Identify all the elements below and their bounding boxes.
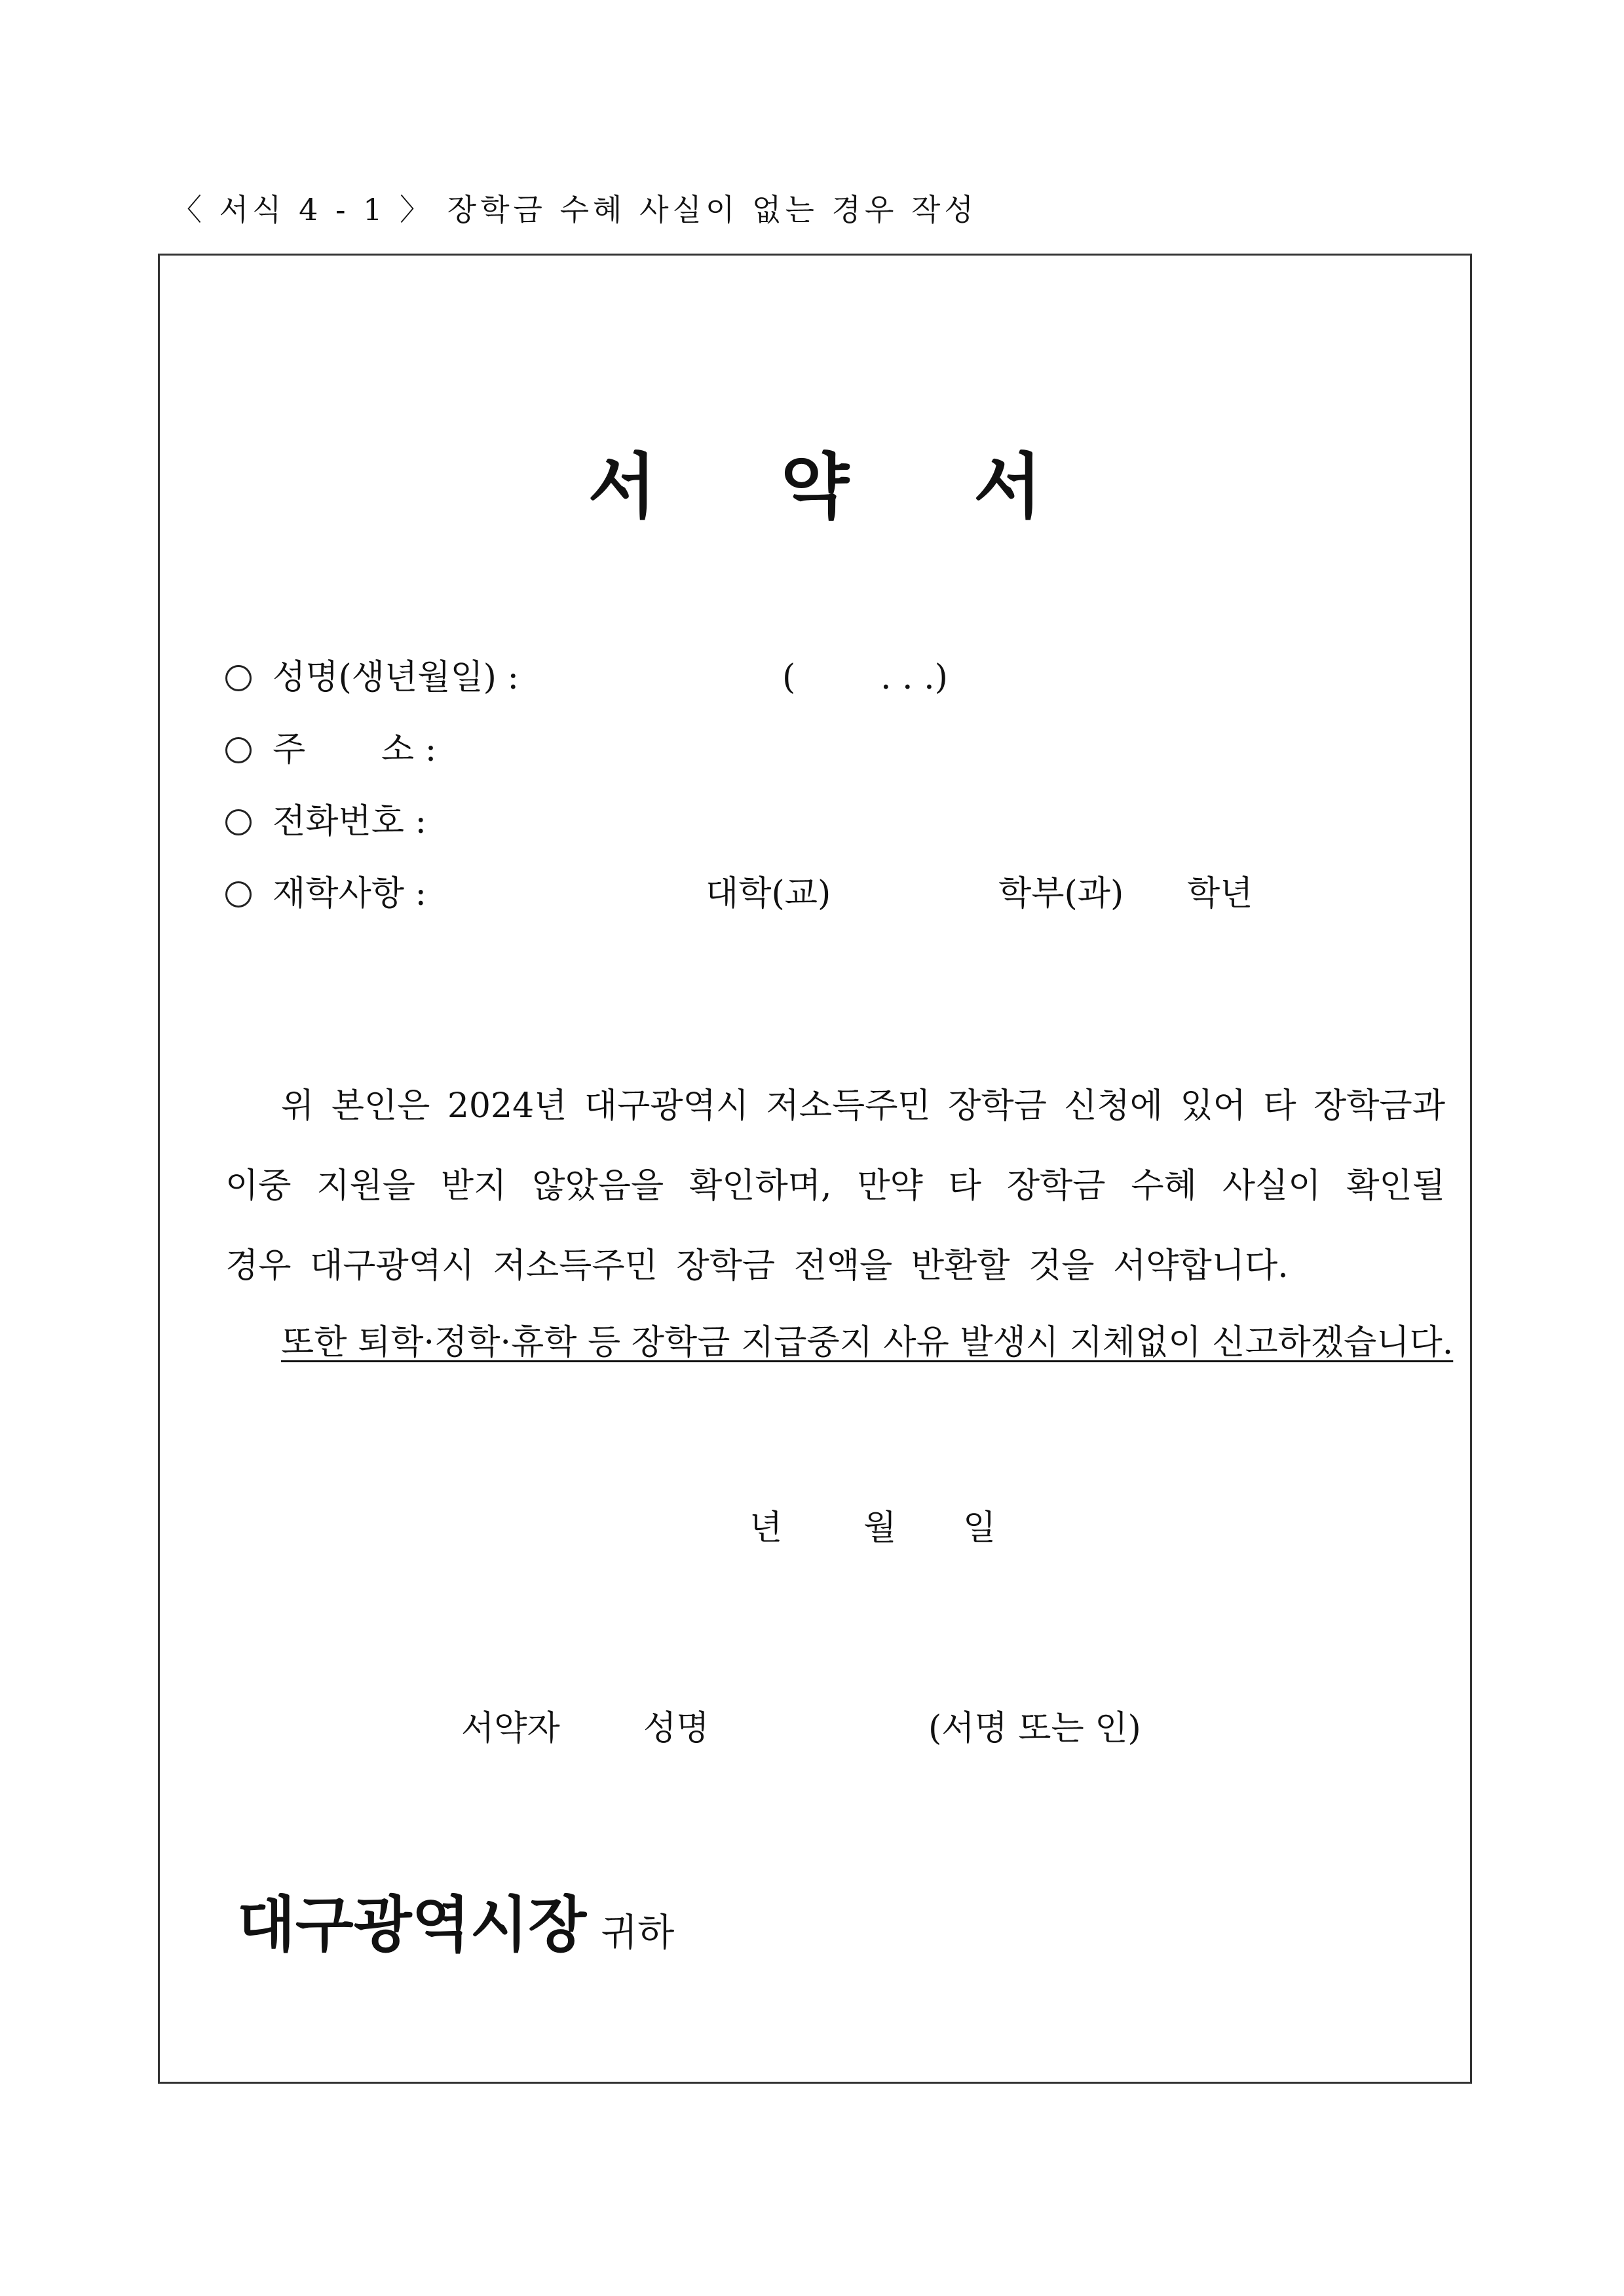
bullet-circle-icon: [225, 881, 252, 908]
birth-date-open: (: [782, 658, 796, 697]
field-address: [225, 730, 437, 769]
pledge-line-1: 위 본인은 2024년 대구광역시 저소득주민 장학금 신청에 있어 타 장학금과: [281, 1086, 1445, 1126]
recipient-name: 대구광역시장: [237, 1890, 587, 1960]
field-name-label: 성명(생년월일) :: [273, 658, 519, 697]
field-school: [225, 874, 426, 913]
date-year: 년: [749, 1508, 783, 1548]
signature-name-label: 성명: [643, 1709, 709, 1748]
title-char-2: 약: [780, 446, 850, 528]
recipient-suffix: 귀하: [601, 1910, 675, 1955]
date-month: 월: [863, 1508, 897, 1548]
field-school-label: 재학사항 :: [273, 874, 426, 913]
school-university: 대학(교): [706, 874, 831, 913]
field-phone-label: 전화번호 :: [273, 802, 426, 841]
birth-date-dots: . . .): [880, 658, 948, 697]
bullet-circle-icon: [225, 665, 252, 691]
school-department: 학부(과): [998, 874, 1124, 913]
signature-sign-note: (서명 또는 인): [928, 1709, 1141, 1748]
date-day: 일: [963, 1508, 996, 1548]
signature-pledger: 서약자: [461, 1709, 560, 1748]
field-name: [225, 660, 519, 695]
recipient: [237, 1890, 675, 1960]
document-title: [160, 430, 1470, 531]
bullet-circle-icon: [225, 737, 252, 763]
pledge-line-3: 경우 대구광역시 저소득주민 장학금 전액을 반환할 것을 서약합니다.: [225, 1246, 1289, 1286]
form-number-caption: 〈 서식 4 - 1 〉 장학금 수혜 사실이 없는 경우 작성: [172, 192, 977, 227]
title-char-1: 서: [588, 446, 656, 528]
school-grade: 학년: [1187, 874, 1253, 913]
pledge-line-2: 이중 지원을 받지 않았음을 확인하며, 만약 타 장학금 수혜 사실이 확인될: [225, 1166, 1445, 1206]
bullet-circle-icon: [225, 809, 252, 835]
title-char-3: 서: [973, 446, 1042, 528]
field-address-label: 주 소 :: [273, 730, 437, 769]
pledge-form-frame: [158, 254, 1472, 2084]
field-phone: [225, 802, 426, 841]
pledge-underlined-line: 또한 퇴학·정학·휴학 등 장학금 지급중지 사유 발생시 지체없이 신고하겠습니다.: [281, 1323, 1454, 1362]
